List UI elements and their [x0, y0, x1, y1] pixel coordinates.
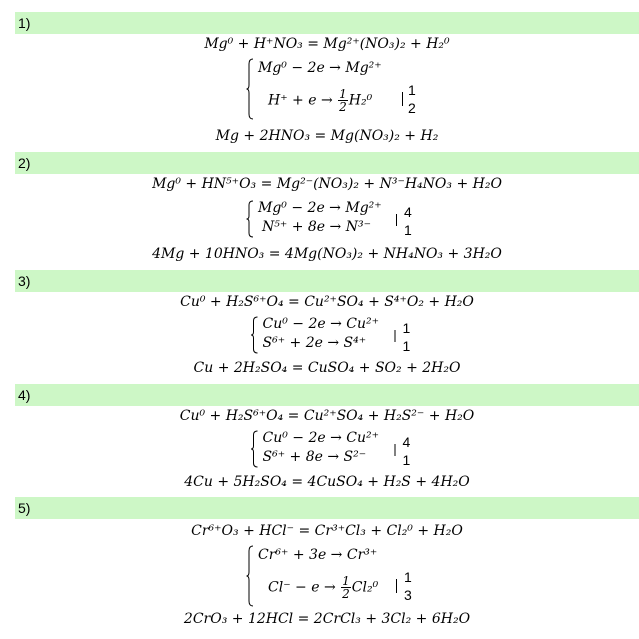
balanced-equation: Mg + 2HNO₃ = Mg(NO₃)₂ + H₂ — [215, 128, 439, 144]
coefficient-1: 4 — [404, 204, 412, 220]
coefficient-1: 4 — [402, 434, 411, 450]
section-3 — [15, 270, 639, 382]
fraction-denominator: 2 — [339, 100, 347, 114]
electron-balance — [15, 200, 639, 238]
section-5 — [15, 497, 639, 637]
reaction-scheme: Cu⁰ + H₂S⁶⁺O₄ = Cu²⁺SO₄ + S⁴⁺O₂ + H₂O — [180, 294, 474, 310]
fraction-denominator: 2 — [342, 587, 350, 601]
left-brace-icon — [246, 58, 254, 120]
section-header: 2) — [15, 152, 639, 174]
half-reaction-oxidation: Cu⁰ − 2e → Cu²⁺ — [262, 316, 380, 332]
half-reaction-product: H₂⁰ — [348, 92, 373, 109]
section-header: 4) — [15, 384, 639, 406]
coefficient-2: 3 — [404, 587, 412, 603]
balanced-equation: 4Cu + 5H₂SO₄ = 4CuSO₄ + H₂S + 4H₂O — [184, 474, 470, 490]
electron-balance — [15, 58, 639, 120]
coefficient-2: 1 — [402, 338, 411, 354]
electron-balance — [15, 545, 639, 607]
section-2 — [15, 152, 639, 266]
half-reaction-oxidation — [268, 575, 378, 600]
section-1 — [15, 12, 639, 152]
electron-balance — [15, 316, 639, 354]
coefficient-divider — [402, 92, 403, 106]
half-reaction-oxidation: Mg⁰ − 2e → Mg²⁺ — [258, 60, 382, 76]
section-header: 5) — [15, 497, 639, 519]
section-4 — [15, 384, 639, 496]
reaction-scheme: Cu⁰ + H₂S⁶⁺O₄ = Cu²⁺SO₄ + H₂S²⁻ + H₂O — [179, 408, 475, 424]
half-reaction-reduction: Cr⁶⁺ + 3e → Cr³⁺ — [258, 547, 378, 563]
section-header: 3) — [15, 270, 639, 292]
coefficient-2: 1 — [404, 222, 412, 238]
half-reaction-reduction: N⁵⁺ + 8e → N³⁻ — [262, 219, 371, 235]
reaction-scheme: Mg⁰ + HN⁵⁺O₃ = Mg²⁻(NO₃)₂ + N³⁻H₄NO₃ + H₂O — [152, 176, 502, 192]
half-reaction-oxidation: Cu⁰ − 2e → Cu²⁺ — [262, 430, 380, 446]
coefficient-divider — [396, 214, 397, 226]
fraction — [341, 575, 351, 600]
half-reaction-reduction: S⁶⁺ + 2e → S⁴⁺ — [262, 335, 367, 351]
balanced-equation: 2CrO₃ + 12HCl = 2CrCl₃ + 3Cl₂ + 6H₂O — [183, 611, 471, 627]
coefficient-divider — [396, 579, 397, 593]
half-reaction-text: Cl⁻ − e → — [268, 579, 341, 596]
half-reaction-reduction — [268, 88, 372, 113]
electron-balance — [15, 430, 639, 468]
balanced-equation: 4Mg + 10HNO₃ = 4Mg(NO₃)₂ + NH₄NO₃ + 3H₂O — [152, 246, 502, 262]
balanced-equation: Cu + 2H₂SO₄ = CuSO₄ + SO₂ + 2H₂O — [193, 360, 461, 376]
fraction — [338, 88, 348, 113]
half-reaction-reduction: S⁶⁺ + 8e → S²⁻ — [262, 449, 367, 465]
section-header: 1) — [15, 12, 639, 34]
coefficient-1: 1 — [402, 320, 411, 336]
half-reaction-text: H⁺ + e → — [268, 92, 338, 109]
coefficient-2: 2 — [408, 100, 416, 116]
coefficient-divider — [395, 444, 396, 456]
half-reaction-product: Cl₂⁰ — [351, 579, 379, 596]
coefficient-divider — [395, 330, 396, 342]
reaction-scheme: Cr⁶⁺O₃ + HCl⁻ = Cr³⁺Cl₃ + Cl₂⁰ + H₂O — [191, 523, 463, 539]
fraction-numerator: 1 — [339, 87, 347, 101]
half-reaction-oxidation: Mg⁰ − 2e → Mg²⁺ — [258, 200, 382, 216]
reaction-scheme: Mg⁰ + H⁺NO₃ = Mg²⁺(NO₃)₂ + H₂⁰ — [204, 36, 450, 52]
left-brace-icon — [246, 545, 254, 607]
coefficient-1: 1 — [404, 569, 412, 585]
fraction-numerator: 1 — [342, 574, 350, 588]
left-brace-icon — [251, 430, 259, 468]
left-brace-icon — [251, 316, 259, 354]
coefficient-2: 1 — [402, 452, 411, 468]
left-brace-icon — [246, 200, 254, 238]
coefficient-1: 1 — [408, 82, 416, 98]
